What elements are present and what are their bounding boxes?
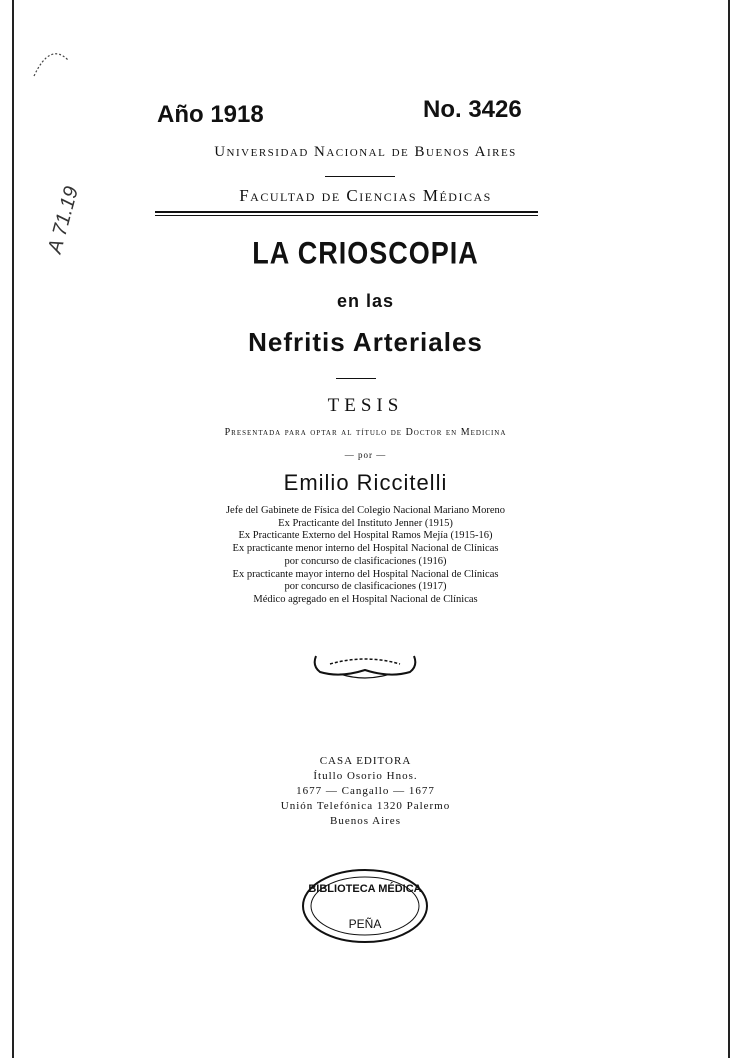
divider (325, 176, 395, 177)
credential-line: Ex practicante menor interno del Hospital Nacional de Clínicas (232, 543, 499, 555)
publisher-address: 1677 — Cangallo — 1677 (296, 785, 435, 797)
credential-line: Médico agregado en el Hospital Nacional de Clínicas (253, 593, 478, 605)
credential-line: Jefe del Gabinete de Física del Colegio Nacional Mariano Moreno (225, 505, 506, 516)
year-label: Año 1918 (157, 101, 264, 128)
title-rule-thin (155, 215, 538, 216)
library-seal (30, 40, 70, 80)
divider (336, 378, 376, 379)
stamp-text-top: BIBLIOTECA MÉDICA (308, 883, 422, 895)
publisher-name: CASA EDITORA (319, 755, 412, 767)
publisher-block (0, 754, 731, 829)
credential-line: por concurso de clasificaciones (1917) (284, 581, 447, 593)
by-line: — por — (344, 450, 387, 460)
thesis-subtitle: Nefritis Arteriales (248, 327, 483, 357)
ornament-flourish (310, 648, 420, 689)
credential-line: por concurso de clasificaciones (1916) (284, 555, 447, 567)
publisher-house: Ítullo Osorio Hnos. (313, 770, 418, 782)
presentation-line: Presentada para optar al título de Doctor en Medicina (224, 427, 507, 438)
title-rule (155, 211, 538, 213)
catalog-number: No. 3426 (423, 96, 522, 123)
credential-line: Ex Practicante del Instituto Jenner (1915) (278, 517, 453, 529)
publisher-phone: Unión Telefónica 1320 Palermo (280, 800, 451, 812)
stamp-text-bottom: PEÑA (348, 917, 382, 931)
handwritten-note: A 71.19 (44, 184, 83, 256)
credentials-block (0, 505, 731, 607)
university-name: Universidad Nacional de Buenos Aires (214, 144, 517, 160)
tesis-label: TESIS (327, 395, 404, 416)
thesis-title: LA CRIOSCOPIA (252, 235, 479, 271)
faculty-name: Facultad de Ciencias Médicas (239, 186, 492, 205)
thesis-title-connector: en las (336, 291, 395, 311)
author-name: Emilio Riccitelli (283, 470, 448, 495)
publisher-city: Buenos Aires (330, 815, 401, 827)
credential-line: Ex practicante mayor interno del Hospital Nacional de Clínicas (232, 568, 499, 580)
credential-line: Ex Practicante Externo del Hospital Ramos Mejía (1915-16) (238, 530, 493, 542)
library-stamp (300, 866, 430, 951)
